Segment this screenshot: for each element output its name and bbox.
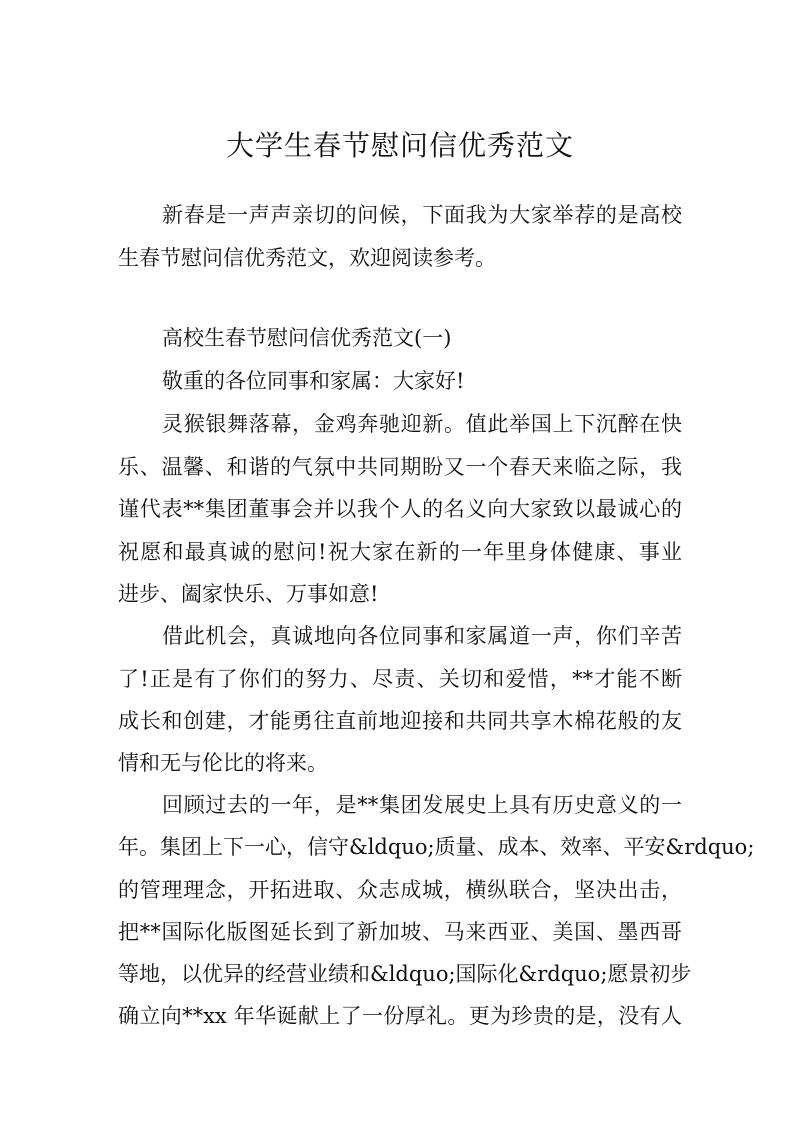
salutation: 敬重的各位同事和家属：大家好!	[162, 369, 465, 393]
paragraph-line: 灵猴银舞落幕，金鸡奔驰迎新。值此举国上下沉醉在快	[162, 412, 682, 436]
paragraph-line: 情和无与伦比的将来。	[118, 751, 328, 775]
paragraph-line: 把**国际化版图延长到了新加坡、马来西亚、美国、墨西哥	[118, 920, 682, 944]
paragraph-line: 等地，以优异的经营业绩和&ldquo;国际化&rdquo;愿景初步	[118, 962, 692, 986]
paragraph-line: 谨代表**集团董事会并以我个人的名义向大家致以最诚心的	[118, 497, 682, 521]
paragraph-line: 成长和创建，才能勇往直前地迎接和共同共享木棉花般的友	[118, 709, 682, 733]
paragraph-line: 的管理理念，开拓进取、众志成城，横纵联合，坚决出击，	[118, 878, 682, 902]
paragraph-line: 进步、阖家快乐、万事如意!	[118, 582, 379, 606]
paragraph-line: 确立向**xx 年华诞献上了一份厚礼。更为珍贵的是，没有人	[118, 1004, 682, 1028]
paragraph-line: 了!正是有了你们的努力、尽责、关切和爱惜，**才能不断	[118, 667, 682, 691]
paragraph-line: 生春节慰问信优秀范文，欢迎阅读参考。	[118, 246, 496, 270]
document-title: 大学生春节慰问信优秀范文	[225, 129, 574, 162]
paragraph-line: 年。集团上下一心，信守&ldquo;质量、成本、效率、平安&rdquo;	[118, 835, 755, 859]
section-heading: 高校生春节慰问信优秀范文(一)	[162, 326, 452, 350]
paragraph-line: 回顾过去的一年，是**集团发展史上具有历史意义的一	[162, 793, 682, 817]
paragraph-line: 新春是一声声亲切的问候，下面我为大家举荐的是高校	[162, 203, 682, 227]
paragraph-line: 借此机会，真诚地向各位同事和家属道一声，你们辛苦	[162, 624, 682, 648]
paragraph-line: 祝愿和最真诚的慰问!祝大家在新的一年里身体健康、事业	[118, 540, 682, 564]
paragraph-line: 乐、温馨、和谐的气氛中共同期盼又一个春天来临之际，我	[118, 455, 682, 479]
